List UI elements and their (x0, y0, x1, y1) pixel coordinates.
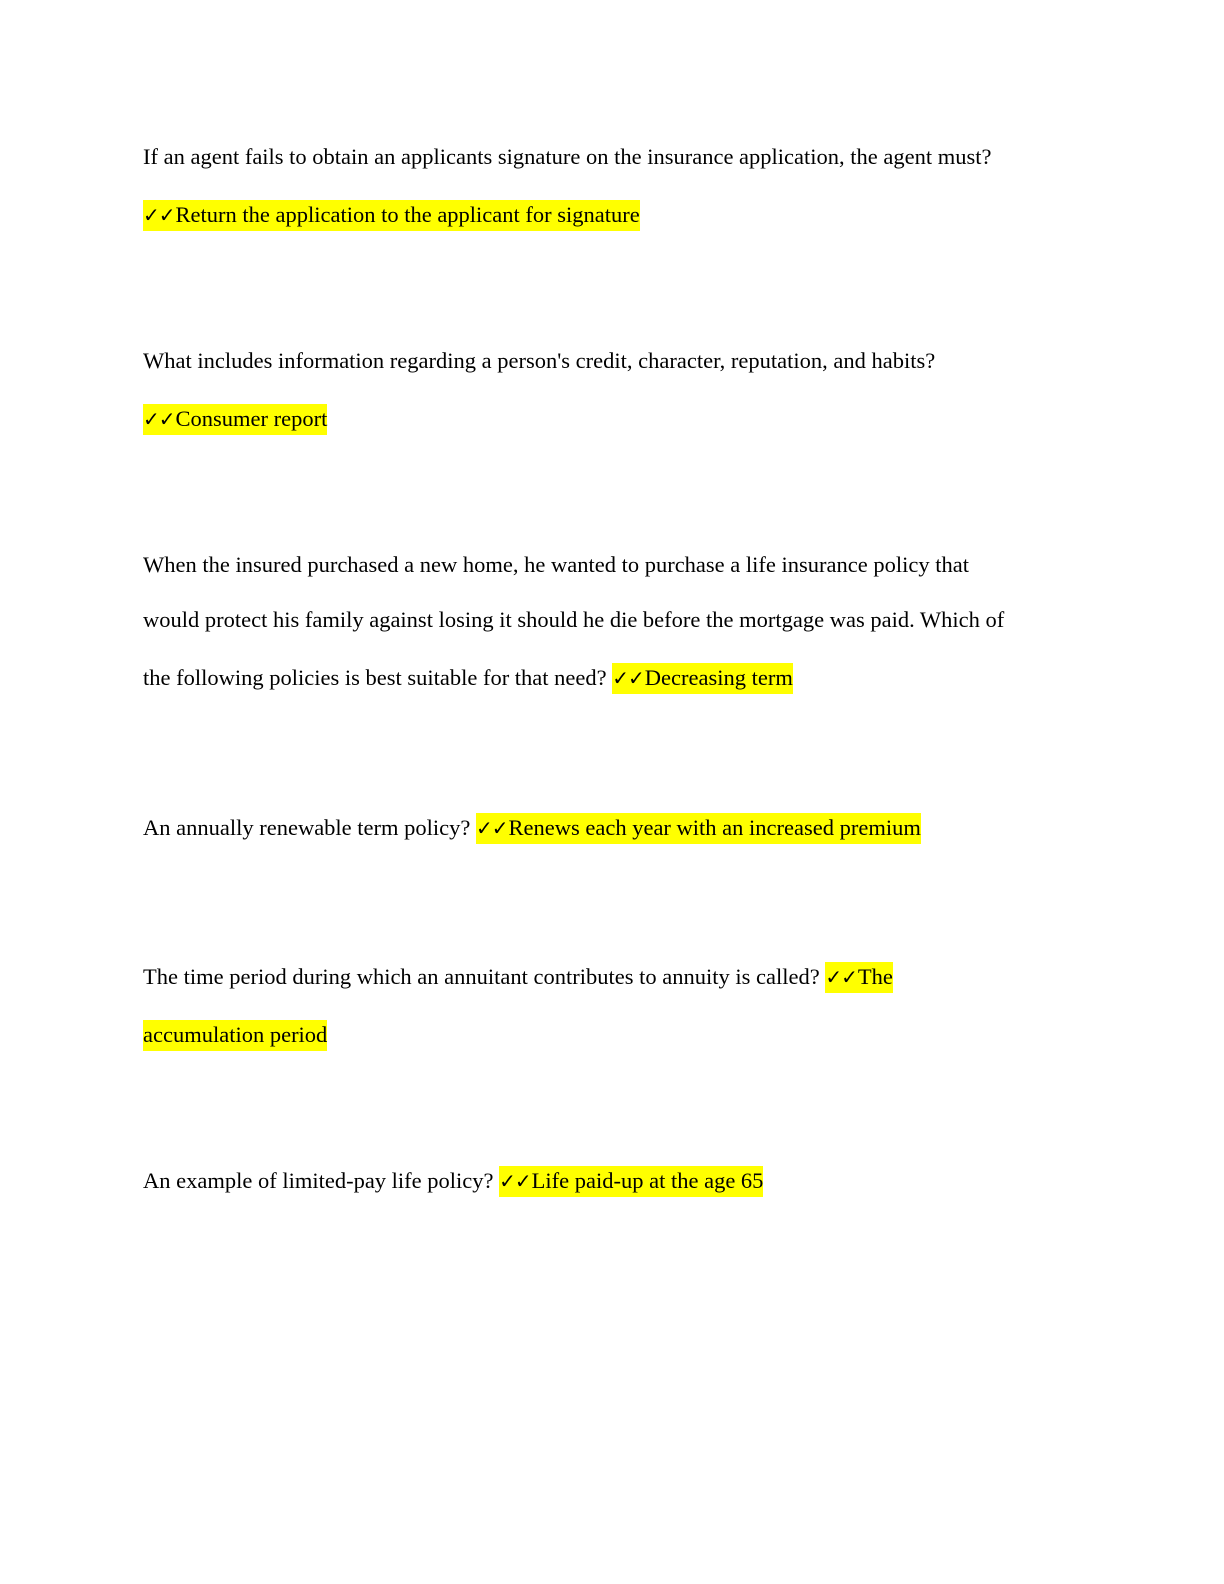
answer-highlight: ✓✓The (825, 962, 893, 993)
answer-highlight: ✓✓Decreasing term (612, 663, 793, 694)
question-4: An annually renewable term policy? ✓✓Renews each year with an increased premium (143, 812, 921, 844)
double-check-icon: ✓✓ (499, 1169, 531, 1193)
question-6: An example of limited-pay life policy? ✓✓Life paid-up at the age 65 (143, 1165, 763, 1197)
answer-highlight: ✓✓Renews each year with an increased premium (476, 813, 921, 844)
answer-1 (143, 199, 640, 231)
answer-highlight: ✓✓Return the application to the applicant for signature (143, 200, 640, 231)
double-check-icon: ✓✓ (612, 666, 644, 690)
answer-2 (143, 403, 327, 435)
double-check-icon: ✓✓ (825, 965, 857, 989)
answer-highlight: ✓✓Life paid-up at the age 65 (499, 1166, 763, 1197)
question-1: If an agent fails to obtain an applicants signature on the insurance application, the agent must? (143, 144, 992, 169)
answer-5-continued (143, 1019, 327, 1051)
answer-highlight: ✓✓Consumer report (143, 404, 327, 435)
double-check-icon: ✓✓ (143, 407, 175, 431)
double-check-icon: ✓✓ (476, 816, 508, 840)
question-3-line-2: would protect his family against losing it should he die before the mortgage was paid. Which of (143, 607, 1005, 632)
double-check-icon: ✓✓ (143, 203, 175, 227)
question-3-line-3: the following policies is best suitable for that need? ✓✓Decreasing term (143, 662, 793, 694)
question-2: What includes information regarding a person's credit, character, reputation, and habits? (143, 348, 936, 373)
question-3-line-1: When the insured purchased a new home, he wanted to purchase a life insurance policy that (143, 552, 969, 577)
answer-highlight: accumulation period (143, 1020, 327, 1051)
question-5: The time period during which an annuitant contributes to annuity is called? ✓✓The (143, 961, 893, 993)
